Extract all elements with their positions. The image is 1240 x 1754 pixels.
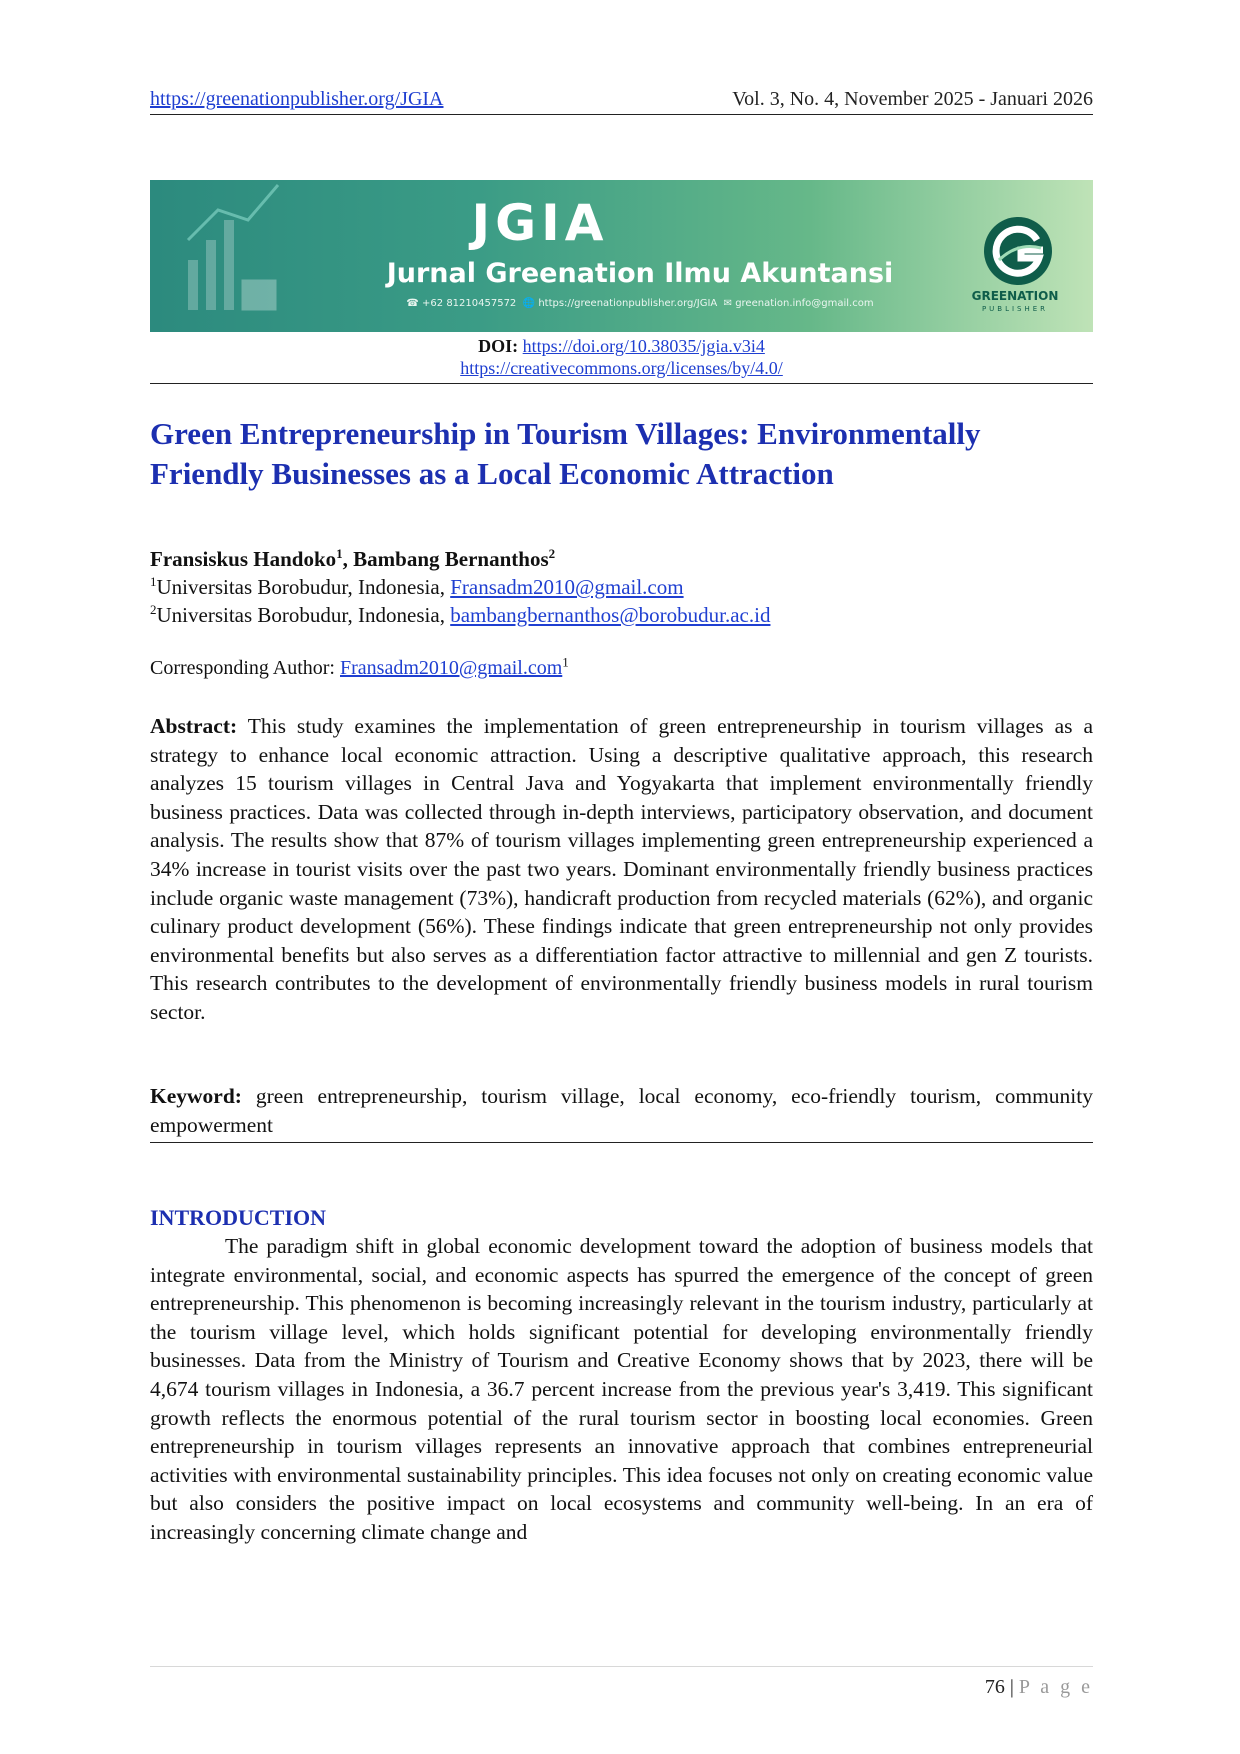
license-link[interactable]: https://creativecommons.org/licenses/by/4.0/ [460,358,783,378]
keywords-text: green entrepreneurship, tourism village, local economy, eco-friendly tourism, community empowerment [150,1084,1094,1137]
journal-contacts [340,298,940,309]
journal-url-link[interactable]: https://greenationpublisher.org/JGIA [150,88,444,110]
journal-website: https://greenationpublisher.org/JGIA [538,298,718,309]
publisher-name: GREENATION [971,289,1059,303]
affiliation-2-email-link[interactable]: bambangbernanthos@borobudur.ac.id [450,603,771,627]
abstract-text: This study examines the implementation of green entrepreneurship in tourism villages as a strategy to enhance local economic attraction. Using a descriptive qualitative approach, this research analyzes 15 tourism villages in Central Java and Yogyakarta that implement environmentally friendly business practices. Data was collected through in-depth interviews, participatory observation, and document analysis. The results show that 87% of tourism villages implementing green entrepreneurship experienced a 34% increase in tourist visits over the past two years. Dominant environmentally friendly business practices include organic waste management (73%), handicraft production from recycled materials (62%), and organic culinary product development (56%). These findings indicate that green entrepreneurship not only provides environmental benefits but also serves as a differentiation factor attractive to millennial and gen Z tourists. This research contributes to the development of environmentally friendly business models in rural tourism sector. [150,714,1093,1024]
abstract-label: Abstract: [150,714,238,738]
author-1: Fransiskus Handoko [150,547,337,571]
corresponding-email-link[interactable]: Fransadm2010@gmail.com [340,657,563,679]
greenation-logo-icon [981,214,1055,288]
mail-icon: ✉ [723,298,732,309]
doi-block [150,335,1093,384]
corresponding-label: Corresponding Author: [150,657,340,679]
authors-block [150,545,1093,629]
introduction-heading: INTRODUCTION [150,1205,327,1230]
journal-name: Jurnal Greenation Ilmu Akuntansi [386,258,894,289]
abstract [150,712,1093,1027]
affiliation-1-email-link[interactable]: Fransadm2010@gmail.com [450,575,684,599]
page-footer [985,1676,1093,1699]
doi-link[interactable]: https://doi.org/10.38035/jgia.v3i4 [522,336,765,356]
author-1-sup: 1 [336,546,343,561]
affiliation-1-text: Universitas Borobudur, Indonesia, [156,575,451,599]
affiliation-1-sup: 1 [150,574,157,589]
paper-title: Green Entrepreneurship in Tourism Villages: Environmentally Friendly Businesses as a Local Economic Attraction [150,416,981,491]
journal-banner [150,180,1093,332]
affiliation-1 [150,573,1093,601]
author-2-sup: 2 [548,546,556,561]
doi-label: DOI: [478,336,519,356]
affiliation-2-text: Universitas Borobudur, Indonesia, [156,603,451,627]
page-number: 76 [984,1676,1005,1698]
introduction-paragraph: The paradigm shift in global economic development toward the adoption of business models that integrate environmental, social, and economic aspects has spurred the emergence of the concept of green entrepreneurship. This phenomenon is becoming increasingly relevant in the tourism industry, particularly at the tourism village level, which holds significant potential for developing environmentally friendly businesses. Data from the Ministry of Tourism and Creative Economy shows that by 2023, there will be 4,674 tourism villages in Indonesia, a 36.7 percent increase from the previous year's 3,419. This significant growth reflects the enormous potential of the rural tourism sector in boosting local economies. Green entrepreneurship in tourism villages represents an innovative approach that combines entrepreneurial activities with environmental sustainability principles. This idea focuses not only on creating economic value but also considers the positive impact on local ecosystems and community well-being. In an era of increasingly concerning climate change and [150,1234,1093,1544]
page-separator: | [1004,1676,1019,1698]
publisher-wordmark [967,290,1063,316]
publisher-sub: PUBLISHER [981,305,1049,313]
author-names: Fransiskus Handoko$^1$, Bambang Bernanthos$^2$ [150,546,556,571]
volume-info: Vol. 3, No. 4, November 2025 - Januari 2026 [732,88,1093,110]
author-2: Bambang Bernanthos [353,547,549,571]
affiliation-2-sup: 2 [150,602,157,617]
footer-divider [150,1666,1093,1667]
keywords-label: Keyword: [150,1084,242,1108]
journal-phone: +62 81210457572 [422,298,517,309]
keywords-divider [150,1142,1093,1143]
corresponding-author [150,654,1093,680]
keywords [150,1082,1093,1139]
running-header [150,88,1093,115]
corresponding-sup: 1 [562,654,569,670]
journal-acronym: JGIA [471,194,609,252]
globe-icon: 🌐 [522,298,536,309]
page-label: P a g e [1018,1676,1093,1698]
phone-icon: ☎ [406,298,419,309]
affiliation-2 [150,601,1093,629]
journal-email: greenation.info@gmail.com [735,298,874,309]
